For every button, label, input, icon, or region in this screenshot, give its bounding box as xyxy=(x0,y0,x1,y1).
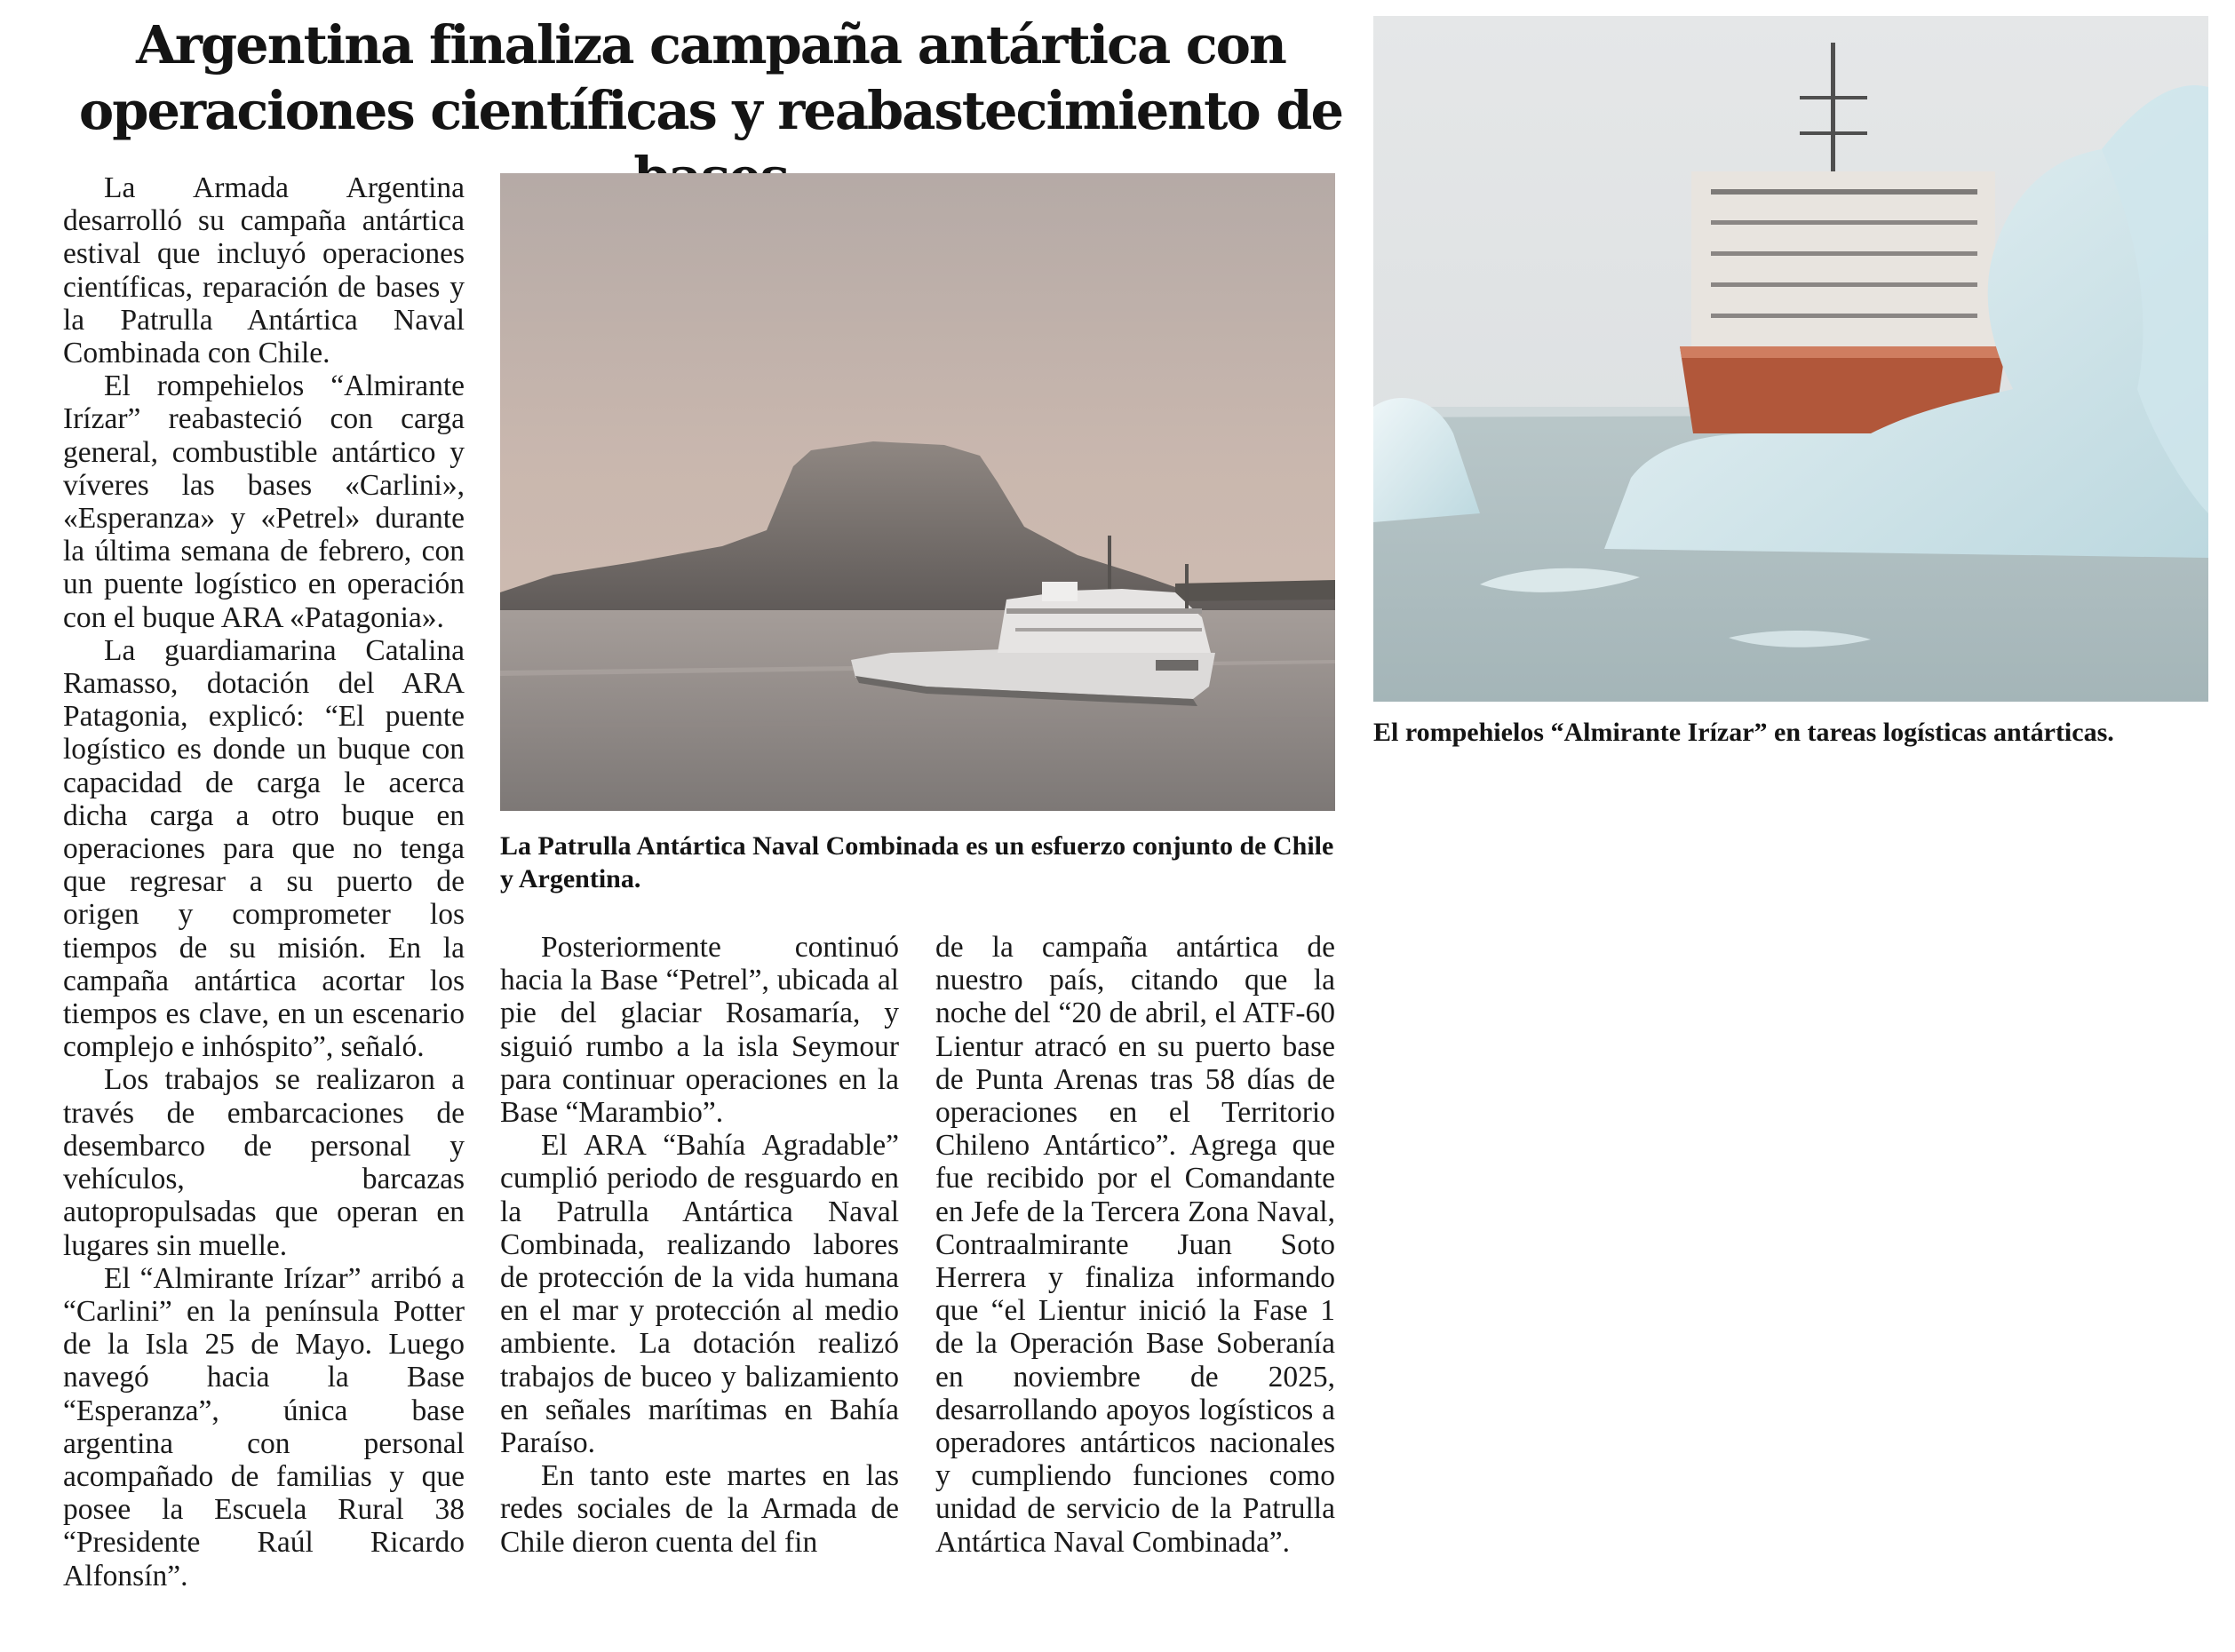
photo-patrol-ship xyxy=(500,173,1335,811)
caption-icebreaker: El rompehielos “Almirante Irízar” en tareas logísticas antárticas. xyxy=(1373,718,2114,747)
photo-icebreaker xyxy=(1373,16,2208,702)
icebreaker-image xyxy=(1373,16,2208,702)
paragraph: El rompehielos “Almirante Irízar” reabasteció con carga general, combustible antártico y víveres las bases «Carlini», «Esperanza» y «Petrel» durante la última semana de febrero, con un puente logístico en operación con el buque ARA «Patagonia». xyxy=(63,369,465,634)
article-column-2 xyxy=(500,931,899,1559)
article-column-3 xyxy=(935,931,1335,1559)
paragraph: de la campaña antártica de nuestro país, citando que la noche del “20 de abril, el ATF-60 Lientur atracó en su puerto base de Punta Arenas tras 58 días de operaciones en el Territorio Chileno Antártico”. Agrega que fue recibido por el Comandante en Jefe de la Tercera Zona Naval, Contraalmirante Juan Soto Herrera y finaliza informando que “el Lientur inició la Fase 1 de la Operación Base Soberanía en noviembre de 2025, desarrollando apoyos logísticos a operadores antárticos nacionales y cumpliendo funciones como unidad de servicio de la Patrulla Antártica Naval Combinada”. xyxy=(935,931,1335,1559)
paragraph: La Armada Argentina desarrolló su campaña antártica estival que incluyó operaciones científicas, reparación de bases y la Patrulla Antártica Naval Combinada con Chile. xyxy=(63,171,465,370)
caption-patrol-ship: La Patrulla Antártica Naval Combinada es un esfuerzo conjunto de Chile y Argentina. xyxy=(500,831,1334,894)
headline-line-1: Argentina finaliza campaña antártica con xyxy=(136,14,1285,75)
article-column-1 xyxy=(63,171,465,1592)
paragraph: El “Almirante Irízar” arribó a “Carlini” en la península Potter de la Isla 25 de Mayo. Luego navegó hacia la Base “Esperanza”, única base argentina con personal acompañado de familias y que posee la Escuela Rural 38 “Presidente Raúl Ricardo Alfonsín”. xyxy=(63,1261,465,1592)
paragraph: El ARA “Bahía Agradable” cumplió periodo de resguardo en la Patrulla Antártica Naval Combinada, realizando labores de protección de la vida humana en el mar y protección al medio ambiente. La dotación realizó trabajos de buceo y balizamiento en señales marítimas en Bahía Paraíso. xyxy=(500,1129,899,1460)
paragraph: Posteriormente continuó hacia la Base “Petrel”, ubicada al pie del glaciar Rosamaría, y siguió rumbo a la isla Seymour para continuar operaciones en la Base “Marambio”. xyxy=(500,931,899,1130)
paragraph: La guardiamarina Catalina Ramasso, dotación del ARA Patagonia, explicó: “El puente logístico es donde un buque con capacidad de carga le acerca dicha carga a otro buque en operaciones para que no tenga que regresar a su puerto de origen y comprometer los tiempos de su misión. En la campaña antártica acortar los tiempos es clave, en un escenario complejo e inhóspito”, señaló. xyxy=(63,633,465,1064)
headline-line-2: operaciones científicas y reabastecimiento de xyxy=(78,80,1343,141)
paragraph: Los trabajos se realizaron a través de embarcaciones de desembarco de personal y vehículos, barcazas autopropulsadas que operan en lugares sin muelle. xyxy=(63,1063,465,1262)
paragraph: En tanto este martes en las redes sociales de la Armada de Chile dieron cuenta del fin xyxy=(500,1459,899,1559)
patrol-ship-image xyxy=(500,173,1335,811)
